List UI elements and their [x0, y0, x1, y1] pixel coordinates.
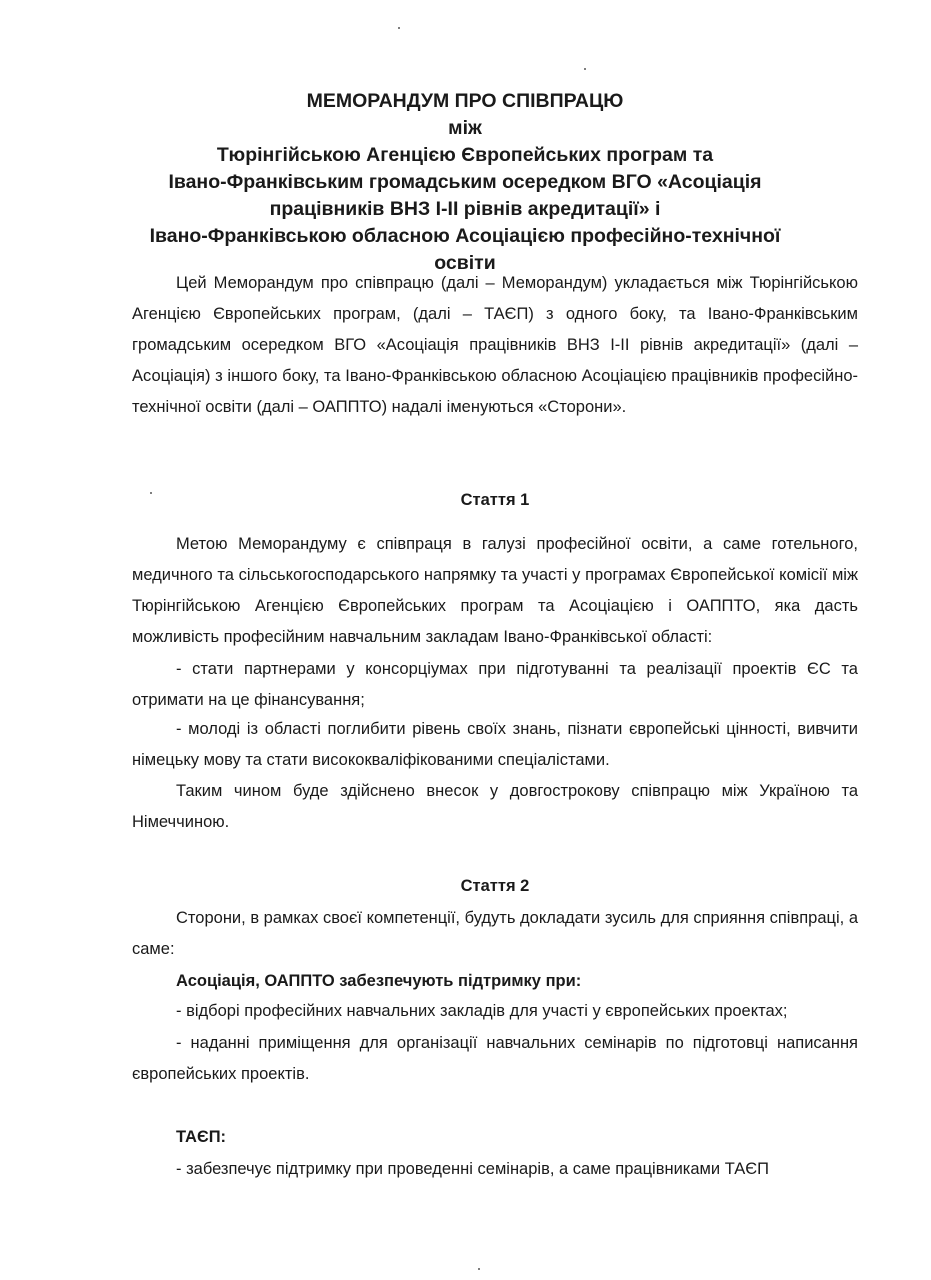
title-line: між	[448, 117, 482, 139]
article-1-list-item: - стати партнерами у консорціумах при підготуванні та реалізації проектів ЄС та отримати на це фінансування;	[132, 660, 858, 709]
article-1-list-item: - молоді із області поглибити рівень своїх знань, пізнати європейські цінності, вивчити німецьку мову та стати висококваліфікованими спеціалістами.	[132, 720, 858, 769]
article-2-subheading: ТАЄП:	[176, 1128, 227, 1146]
title-line: Тюрінгійською Агенцією Європейських програм та	[216, 144, 714, 166]
title-line: Івано-Франківською обласною Асоціацією професійно-технічної	[149, 225, 781, 247]
article-2-heading: Стаття 2	[460, 877, 530, 895]
title-line: Івано-Франківським громадським осередком ВГО «Асоціація	[168, 171, 762, 193]
title-line: освіти	[434, 252, 496, 274]
document-title	[110, 88, 820, 277]
article-1-heading: Стаття 1	[460, 491, 530, 509]
scan-speck	[584, 68, 586, 70]
title-line: МЕМОРАНДУМ ПРО СПІВПРАЦЮ	[306, 90, 624, 112]
article-1-paragraph: Метою Меморандуму є співпраця в галузі професійної освіти, а саме готельного, медичного та сільськогосподарського напрямку та участі у програмах Європейської комісії між Тюрінгійською Агенцією Європейських програм та Асоціацією і ОАППТО, яка дасть можливість професійним навчальним закладам Івано-Франківської області:	[132, 535, 858, 646]
article-2-subheading: Асоціація, ОАППТО забезпечують підтримку при:	[176, 972, 582, 990]
title-line: працівників ВНЗ І-ІІ рівнів акредитації» і	[269, 198, 661, 220]
scan-speck	[398, 27, 400, 29]
article-2-list-item: - відборі професійних навчальних закладів для участі у європейських проектах;	[176, 1002, 788, 1020]
article-2-list-item: - наданні приміщення для організації навчальних семінарів по підготовці написання європейських проектів.	[132, 1034, 858, 1083]
scan-speck	[478, 1268, 480, 1270]
article-1-closing-paragraph: Таким чином буде здійснено внесок у довгострокову співпрацю між Україною та Німеччиною.	[132, 782, 858, 831]
article-2-list-item: - забезпечує підтримку при проведенні семінарів, а саме працівниками ТАЄП	[176, 1160, 769, 1178]
article-2-paragraph: Сторони, в рамках своєї компетенції, будуть докладати зусиль для сприяння співпраці, а саме:	[132, 909, 858, 958]
intro-paragraph: Цей Меморандум про співпрацю (далі – Меморандум) укладається між Тюрінгійською Агенцією Європейських програм, (далі – ТАЄП) з одного боку, та Івано-Франківським громадським осередком ВГО «Асоціація працівників ВНЗ І-ІІ рівнів акредитації» (далі – Асоціація) з іншого боку, та Івано-Франківською обласною Асоціацією працівників професійно-технічної освіти (далі – ОАППТО) надалі іменуються «Сторони».	[132, 274, 858, 416]
